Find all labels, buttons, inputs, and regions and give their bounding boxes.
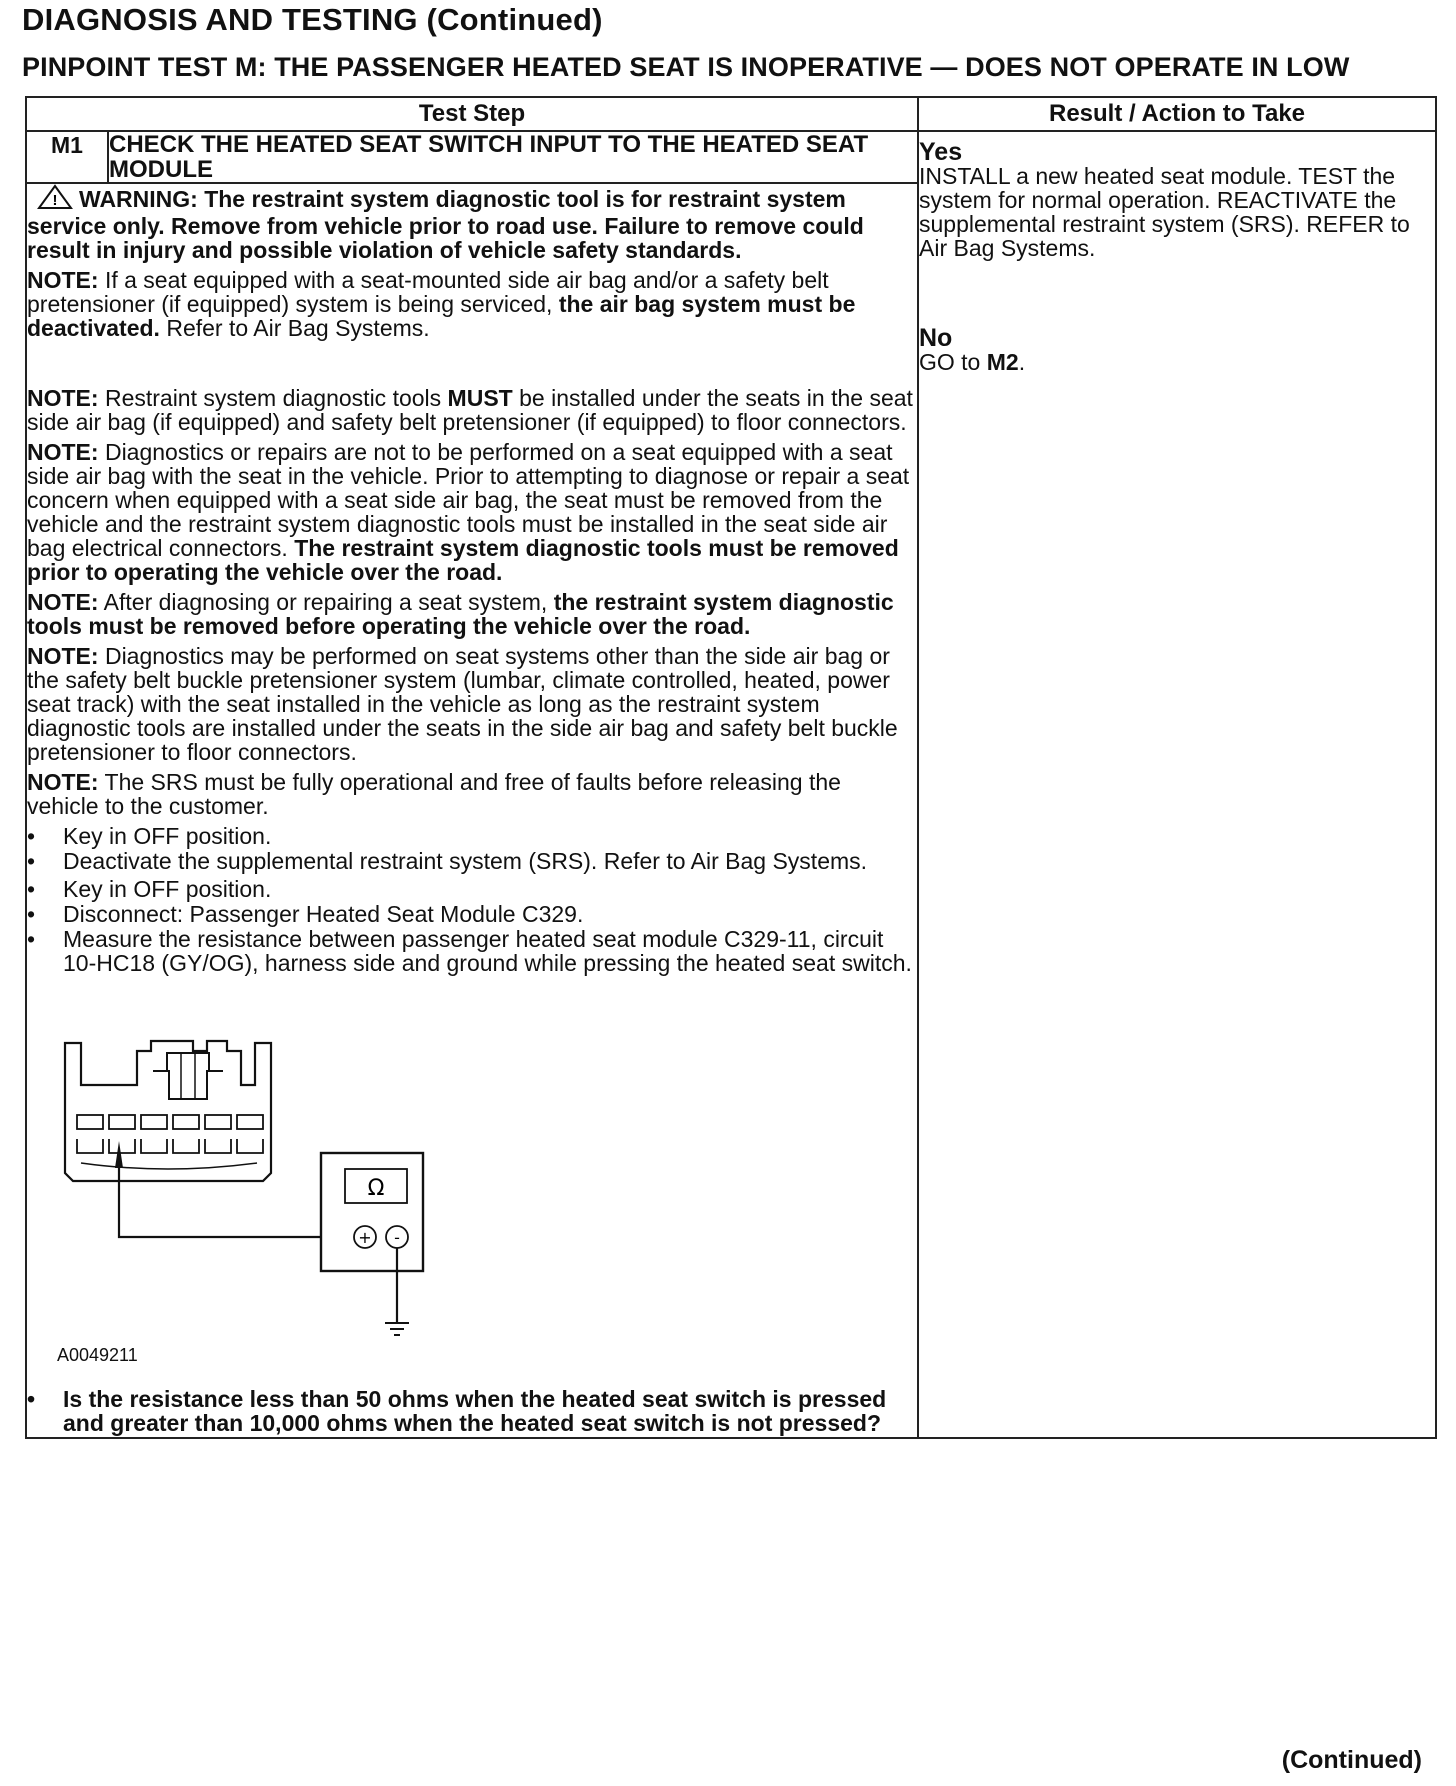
note-1: NOTE: If a seat equipped with a seat-mounted side air bag and/or a safety belt pretensioner (if equipped) system is being serviced, the air bag system must be deactivated. Refer to Air Bag Systems.: [27, 267, 856, 341]
no-label: No: [919, 324, 953, 352]
note-4: NOTE: After diagnosing or repairing a seat system, the restraint system diagnostic tools must be removed before operating the vehicle over the road.: [27, 589, 894, 639]
svg-text:!: !: [52, 192, 58, 209]
ground-icon: [385, 1323, 409, 1335]
no-action: GO to M2.: [919, 349, 1026, 375]
list-item: • Measure the resistance between passenger heated seat module C329-11, circuit 10-HC18 (GY/OG), harness side and ground while pressing the heated seat switch.: [27, 927, 917, 975]
yes-action: INSTALL a new heated seat module. TEST the system for normal operation. REACTIVATE the supplemental restraint system (SRS). REFER to Air Bag Systems.: [919, 163, 1410, 261]
figure-id: A0049211: [57, 1345, 138, 1365]
bullet-list-b: [27, 877, 917, 975]
warning-icon: [37, 184, 73, 214]
list-item: • Key in OFF position.: [27, 824, 917, 848]
list-item: • Deactivate the supplemental restraint system (SRS). Refer to Air Bag Systems.: [27, 849, 917, 873]
connector-diagram-svg: [57, 1023, 537, 1363]
continued-label: (Continued): [1281, 1746, 1422, 1774]
list-item: • Disconnect: Passenger Heated Seat Module C329.: [27, 902, 917, 926]
list-item: • Key in OFF position.: [27, 877, 917, 901]
yes-label: Yes: [919, 138, 963, 166]
step-body: [26, 183, 918, 1438]
table-header-row: [26, 97, 1436, 131]
svg-text:+: +: [358, 1228, 372, 1247]
bullet-list-a: [27, 824, 917, 873]
warning-text: WARNING: The restraint system diagnostic tool is for restraint system service only. Remove from vehicle prior to road use. Failure to remove could result in injury and possible violation of vehicle safety standards.: [27, 186, 864, 263]
note-3: NOTE: Diagnostics or repairs are not to be performed on a seat equipped with a seat side air bag with the seat in the vehicle. Prior to attempting to diagnose or repair a seat concern when equipped with a seat side air bag, the seat must be removed from the vehicle and the restraint system diagnostic tools must be installed in the seat side air bag electrical connectors. The restraint system diagnostic tools must be removed prior to operating the vehicle over the road.: [27, 439, 910, 585]
result-cell: [918, 131, 1436, 1438]
no-target-step: M2: [986, 349, 1019, 375]
step-id: M1: [26, 131, 108, 183]
warning-block: [27, 184, 917, 262]
pinpoint-test-title: PINPOINT TEST M: THE PASSENGER HEATED SEAT IS INOPERATIVE — DOES NOT OPERATE IN LOW: [22, 52, 1350, 82]
test-step-column-header: Test Step: [26, 97, 918, 131]
ohm-symbol: Ω: [367, 1176, 385, 1201]
step-header-row: [26, 131, 1436, 183]
result-column-header: Result / Action to Take: [918, 97, 1436, 131]
pinpoint-test-table: [25, 96, 1437, 1439]
note-2: NOTE: Restraint system diagnostic tools MUST be installed under the seats in the seat side air bag (if equipped) and safety belt pretensioner (if equipped) to floor connectors.: [27, 385, 913, 435]
note-5: NOTE: Diagnostics may be performed on seat systems other than the side air bag or the safety belt buckle pretensioner system (lumbar, climate controlled, heated, power seat track) with the seat installed in the vehicle as long as the restraint system diagnostic tools are installed under the seats in the side air bag and safety belt buckle pretensioner to floor connectors.: [27, 643, 898, 765]
note-6: NOTE: The SRS must be fully operational and free of faults before releasing the vehicle to the customer.: [27, 769, 841, 819]
test-question: • Is the resistance less than 50 ohms when the heated seat switch is pressed and greater than 10,000 ohms when the heated seat switch is not pressed?: [27, 1387, 917, 1435]
step-title: CHECK THE HEATED SEAT SWITCH INPUT TO THE HEATED SEAT MODULE: [108, 131, 918, 183]
question-list: [27, 1387, 917, 1435]
connector-measurement-diagram: [57, 1023, 537, 1383]
probe: [115, 1141, 123, 1168]
page-title: DIAGNOSIS AND TESTING (Continued): [22, 2, 603, 37]
svg-text:-: -: [394, 1228, 400, 1247]
